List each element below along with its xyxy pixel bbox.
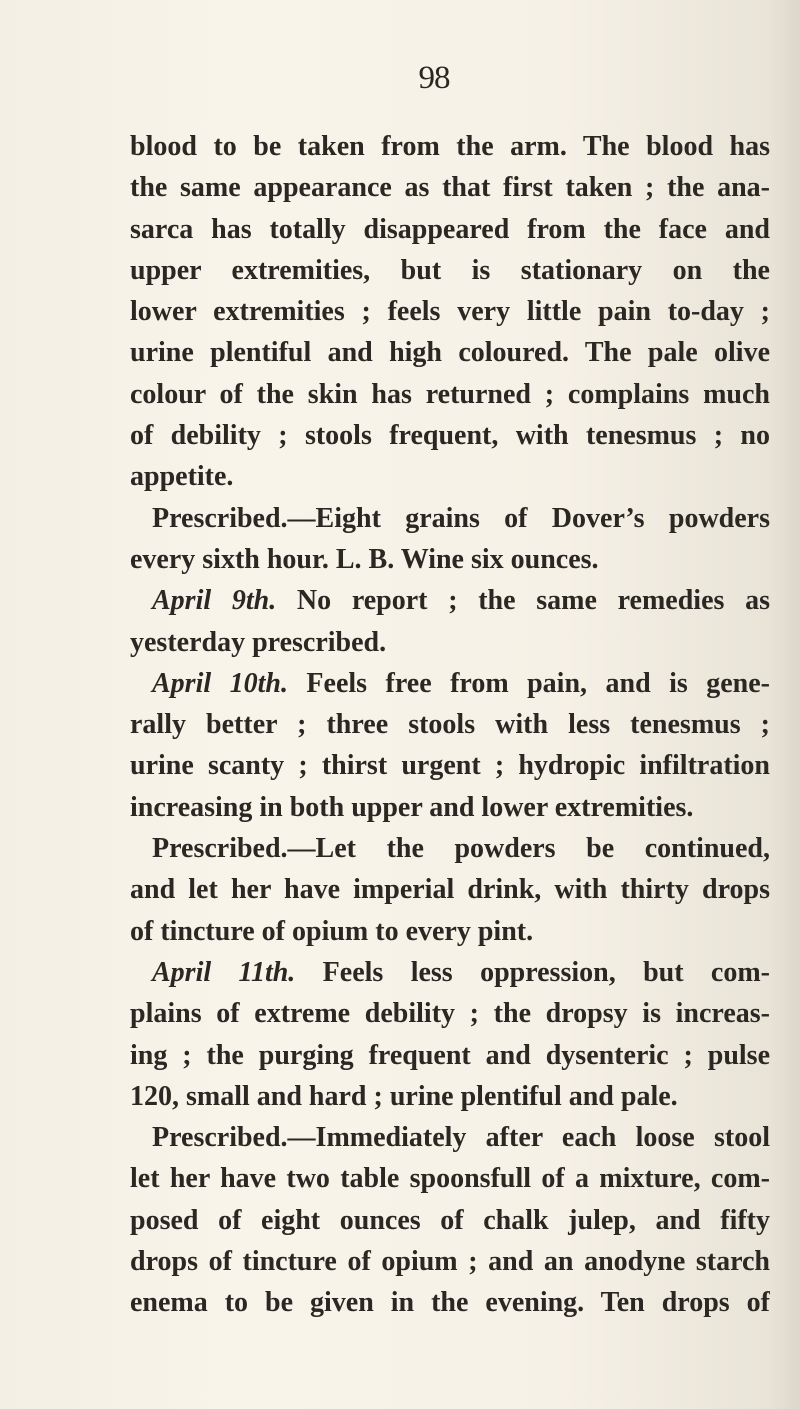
text-line (130, 126, 770, 167)
text-line (130, 374, 770, 415)
text-line (130, 1282, 770, 1323)
line-text: upper extremities, but is stationary on the (130, 254, 770, 286)
line-text: rally better ; three stools with less tenesmus ; (130, 709, 770, 741)
text-line (130, 869, 770, 910)
line-text: urine scanty ; thirst urgent ; hydropic infiltration (130, 750, 770, 782)
line-text: Feels less oppression, but com- (295, 956, 770, 988)
line-text: Prescribed.—Immediately after each loose stool (152, 1122, 770, 1154)
line-text: ing ; the purging frequent and dysenteric ; pulse (130, 1039, 770, 1071)
line-text: blood to be taken from the arm. The blood has (130, 131, 770, 162)
line-text: of tincture of opium to every pint. (130, 915, 534, 947)
line-text: No report ; the same remedies as (276, 585, 770, 617)
line-text: of debility ; stools frequent, with tenesmus ; no (130, 420, 770, 452)
text-line (130, 415, 770, 456)
text-line (130, 663, 770, 704)
text-line (130, 456, 770, 497)
text-line (130, 828, 770, 869)
text-line (130, 1035, 770, 1076)
line-text: every sixth hour. L. B. Wine six ounces. (130, 543, 599, 575)
line-text: Prescribed.—Let the powders be continued, (152, 833, 770, 865)
text-line (130, 332, 770, 373)
line-text: enema to be given in the evening. Ten drops of (130, 1287, 770, 1319)
line-text: Prescribed.—Eight grains of Dover’s powders (152, 502, 770, 534)
text-line (130, 993, 770, 1034)
text-line (130, 1241, 770, 1282)
entry-date: April 10th. (152, 667, 288, 699)
line-text: 120, small and hard ; urine plentiful and pale. (130, 1080, 678, 1112)
line-text: plains of extreme debility ; the dropsy is increas- (130, 998, 770, 1030)
line-text: the same appearance as that first taken ; the ana- (130, 172, 770, 204)
page-number: 98 (418, 60, 450, 96)
line-text: posed of eight ounces of chalk julep, and fifty (130, 1204, 770, 1236)
entry-date: April 9th. (152, 585, 277, 617)
text-line (130, 539, 770, 580)
text-line (130, 622, 770, 663)
text-line (130, 745, 770, 786)
line-text: Feels free from pain, and is gene- (287, 667, 770, 699)
line-text: yesterday prescribed. (130, 626, 387, 658)
line-text: sarca has totally disappeared from the face and (130, 213, 770, 245)
text-line (130, 580, 770, 621)
line-text: and let her have imperial drink, with thirty drops (130, 874, 770, 906)
text-line (130, 952, 770, 993)
line-text: increasing in both upper and lower extremities. (130, 791, 694, 823)
text-line (130, 1200, 770, 1241)
text-line (130, 1076, 770, 1117)
line-text: drops of tincture of opium ; and an anodyne starch (130, 1246, 770, 1278)
line-text: lower extremities ; feels very little pain to-day ; (130, 296, 770, 328)
line-text: appetite. (130, 461, 234, 493)
text-line (130, 1158, 770, 1199)
text-line (130, 209, 770, 250)
text-line (130, 167, 770, 208)
line-text: urine plentiful and high coloured. The pale olive (130, 337, 770, 369)
text-line (130, 787, 770, 828)
text-line (130, 1117, 770, 1158)
text-line (130, 498, 770, 539)
body-text (130, 126, 770, 1324)
text-line (130, 704, 770, 745)
text-line (130, 250, 770, 291)
text-line (130, 291, 770, 332)
entry-date: April 11th. (152, 956, 296, 988)
line-text: let her have two table spoonsfull of a mixture, com- (130, 1163, 770, 1195)
line-text: colour of the skin has returned ; complains much (130, 378, 770, 410)
text-line (130, 911, 770, 952)
